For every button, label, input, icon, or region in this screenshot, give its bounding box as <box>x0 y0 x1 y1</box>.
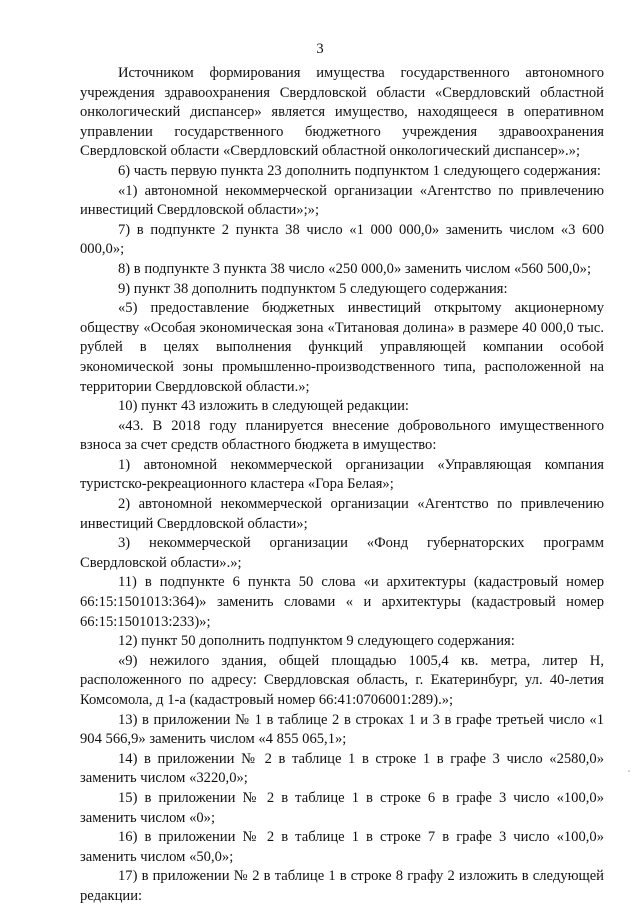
paragraph: 10) пункт 43 изложить в следующей редакции: <box>118 398 409 415</box>
paragraph: 1) автономной некоммерческой организации «Управляющая компания туристско-рекреационного кластера «Гора Белая»; <box>80 456 604 493</box>
paragraph: 9) пункт 38 дополнить подпунктом 5 следующего содержания: <box>118 280 508 297</box>
paragraph: 2) автономной некоммерческой организации «Агентство по привлечению инвестиций Свердловской области»; <box>80 496 604 532</box>
paragraph: «1) автономной некоммерческой организации «Агентство по привлечению инвестиций Свердловской области»;»; <box>80 182 604 219</box>
paragraph: Источником формирования имущества государственного автономного учреждения здравоохранения Свердловской области «Свердловский областной онкологический диспансер» является имущество, находящееся в оперативном управлении государственного бюджетного учреждения здравоохранения Свердловской области «Свердловский областной онкологический диспансер».»; <box>80 65 604 160</box>
paragraph: 17) в приложении № 2 в таблице 1 в строке 8 графу 2 изложить в следующей редакции: <box>80 868 604 904</box>
paragraph: 7) в подпункте 2 пункта 38 число «1 000 000,0» заменить числом «3 600 000,0»; <box>80 221 604 258</box>
paragraph: «5) предоставление бюджетных инвестиций открытому акционерному обществу «Особая экономическая зона «Титановая долина» в размере 40 000,0 тыс. рублей в целях выполнения функций управляющей компании особой экономической зоны промышленно-производственного типа, расположенной на территории Свердловской области.»; <box>80 300 604 395</box>
paragraph: 13) в приложении № 1 в таблице 2 в строках 1 и 3 в графе третьей число «1 904 566,9» заменить числом «4 855 065,1»; <box>80 711 604 748</box>
scan-speck <box>628 770 630 772</box>
page-number: 3 <box>316 41 324 57</box>
paragraph: «9) нежилого здания, общей площадью 1005,4 кв. метра, литер Н, расположенного по адресу: Свердловская область, г. Екатеринбург, ул. 40-летия Комсомола, д 1-а (кадастровый номер 66:41:0706001:289).»; <box>80 652 604 708</box>
paragraph: 3) некоммерческой организации «Фонд губернаторских программ Свердловской области».»; <box>80 535 604 571</box>
paragraph: 14) в приложении № 2 в таблице 1 в строке 1 в графе 3 число «2580,0» заменить числом «3220,0»; <box>80 750 604 787</box>
paragraph: «43. В 2018 году планируется внесение добровольного имущественного взноса за счет средств областного бюджета в имущество: <box>80 417 604 454</box>
paragraph: 6) часть первую пункта 23 дополнить подпунктом 1 следующего содержания: <box>118 162 601 179</box>
paragraph: 8) в подпункте 3 пункта 38 число «250 000,0» заменить числом «560 500,0»; <box>118 260 592 277</box>
paragraph: 11) в подпункте 6 пункта 50 слова «и архитектуры (кадастровый номер 66:15:1501013:364)» заменить словами « и архитектуры (кадастровый номер 66:15:1501013:233)»; <box>80 574 604 630</box>
paragraph: 16) в приложении № 2 в таблице 1 в строке 7 в графе 3 число «100,0» заменить числом «50,0»; <box>80 829 604 865</box>
paragraph: 12) пункт 50 дополнить подпунктом 9 следующего содержания: <box>118 633 515 650</box>
body-text <box>80 64 604 907</box>
paragraph: 15) в приложении № 2 в таблице 1 в строке 6 в графе 3 число «100,0» заменить числом «0»; <box>80 789 604 826</box>
